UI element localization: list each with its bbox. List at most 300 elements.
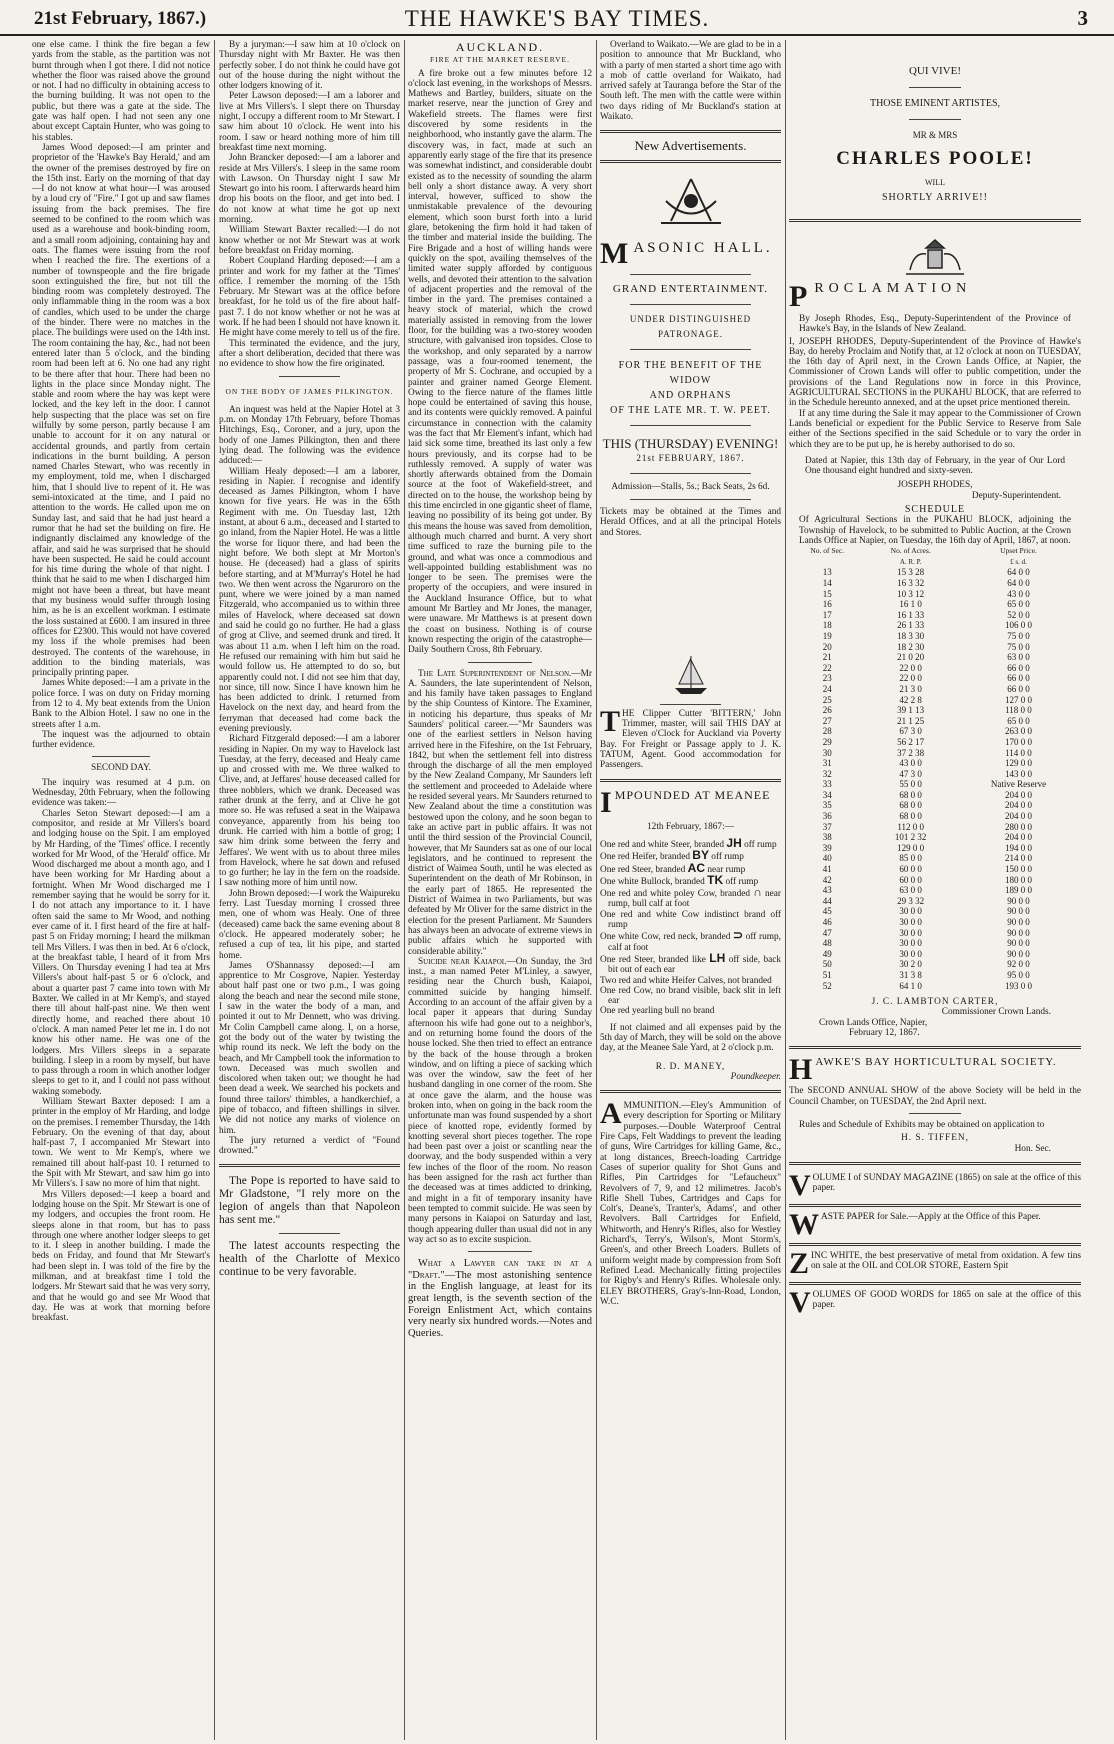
section-number-cell: 19 — [822, 630, 832, 641]
ad-text: Rules and Schedule of Exhibits may be obtained on application to — [799, 1119, 1045, 1130]
divider — [468, 662, 532, 663]
schedule-row — [789, 589, 1081, 600]
impounded-description: One red Steer, branded like — [600, 954, 706, 965]
upset-price-cell: Native Reserve — [990, 779, 1047, 790]
ad-title: MPOUNDED AT MEANEE — [614, 787, 771, 802]
ad-text: HE Clipper Cutter 'BITTERN,' John Trimmer, master, will sail THIS DAY at Eleven o'Clock for Auckland via Poverty Bay. For Freight or Passage apply to J. K. TATUM, Agent. Good accommodation for Passengers. — [600, 708, 781, 771]
drop-cap: W — [789, 1207, 819, 1241]
divider — [219, 1164, 400, 1167]
acres-cell: 42 2 8 — [899, 694, 922, 705]
section-number-cell: 14 — [822, 578, 832, 589]
divider — [909, 87, 961, 88]
divider — [909, 119, 961, 120]
impounded-item — [600, 910, 781, 931]
schedule-row — [789, 800, 1081, 811]
ad-text: MMUNITION.—Eley's Ammunition of every description for Sporting or Military purposes.—Double Waterproof Central Fire Caps, Felt Waddings to prevent the leading of guns, Wire Cartridges for killing Game, &c., at long distances, Breech-loading Cartridge Cases of superior quality for Shot Guns and Rifles, Pin Cartridges for "Lefaucheux" Revolvers of 7, 9, and 12 milimetres. Jacob's Rifle Shell Tubes, Cartridges and Caps for Colt's, Deane's, Tranter's, Adams', and other Revolvers. Ball Cartridges for Enfield, Whitworth, and Henry's Rifles, also for Westley Richard's, Terry's, Wilson's, Mont Storm's, Green's, and other Breech Loaders. Bullets of uniform weight made by compression from Soft Refined Lead. Mechanically fitting projectiles for Rigby's and Henry's Rifles. Wholesale only. ELEY BROTHERS, Gray's-Inn-Road, London, W.C. — [600, 1101, 781, 1307]
article-paragraph: The inquiry was resumed at 4 p.m. on Wednesday, 20th February, when the following evidence was taken:— — [32, 777, 210, 809]
article-paragraph: Mrs Villers deposed:—I keep a board and lodging house on the Spit. Mr Stewart is one of my lodgers, and occupies the front room. He sleeps alone in that room, but has to pass through one where another lodger sleeps to get to it. I sleep in another building. I made the beds on Friday, and found that Mr Stewart's had been slept in. I was told of the fire by the milkman, and at breakfast time I told the lodgers. Mr Stewart said that he was very sorry, and that he would go and see Mr Wood that day. He was at work that morning before breakfast. — [32, 1189, 210, 1324]
acres-cell: 60 0 0 — [899, 874, 922, 885]
drop-cap: Z — [789, 1246, 810, 1280]
acres-cell: 18 2 30 — [897, 641, 925, 652]
impounded-list — [600, 835, 781, 1017]
upset-price-cell: 280 0 0 — [1004, 821, 1032, 832]
section-number-cell: 22 — [822, 662, 832, 673]
schedule-row — [789, 949, 1081, 960]
unit-header: A. R. P. — [899, 557, 922, 566]
section-number-cell: 41 — [822, 864, 832, 875]
acres-cell: 63 0 0 — [899, 885, 922, 896]
divider — [909, 1113, 961, 1114]
cattle-brand-mark: ∩ — [753, 885, 762, 900]
schedule-row — [789, 610, 1081, 621]
acres-cell: 47 3 0 — [899, 768, 922, 779]
section-number-cell: 52 — [822, 980, 832, 991]
drop-cap: H — [789, 1053, 814, 1087]
impounded-item — [600, 887, 781, 910]
section-number-cell: 32 — [822, 768, 832, 779]
upset-price-cell: 64 0 0 — [1007, 567, 1030, 578]
article-paragraph: William Stewart Baxter recalled:—I do not know whether or not Mr Stewart was at work before breakfast on Friday morning. — [219, 225, 400, 256]
schedule-row — [789, 875, 1081, 886]
ad-text: By Joseph Rhodes, Esq., Deputy-Superintendent of the Province of Hawke's Bay, in the Islands of New Zealand. — [799, 314, 1071, 335]
ad-text: If not claimed and all expenses paid by the 5th day of March, they will be sold on the above day, at the Meanee Sale Yard, at 2 o'clock p.m. — [600, 1022, 781, 1054]
impounded-item — [600, 976, 781, 986]
impounded-item — [600, 986, 781, 1007]
impounded-location: off rump — [711, 852, 744, 863]
acres-cell: 16 1 0 — [899, 599, 922, 610]
sub-heading: FIRE AT THE MARKET RESERVE. — [430, 55, 570, 65]
column-4 — [600, 40, 781, 1740]
article-paragraph: —On Sunday, the 3rd inst., a man named Peter M'Linley, a sawyer, residing near the Church bush, Kaiapoi, committed suicide by hanging himself. According to an account of the affair given by a local paper it appears that during Sunday afternoon his wife had gone out to a neighbor's, and on returning home found the doors of the house locked. She then tried to effect an entrance by the back of the house through a broken window, and on lifting a piece of sacking which was over the window, saw the feet of her husband dangling in one corner of the room. She at once gave the alarm, and the house was broken into, when on going in the back room the unfortunate man was found suspended by a short piece of knotted rope, evidently formed by knotting several short pieces together. The rope had been past over a joist or scantling near the doorway, and the body suspended within a very few inches of the floor of the room. No reason has been assigned for the rash act further than the deceased was at times addicted to drinking, and might in a fit of temporary insanity have been tempted to commit suicide. He was seen by many persons in Kaiapoi on Saturday and last, though appearing duller than usual did not in any way act so as to excite suspicion. — [408, 956, 592, 1245]
section-number-cell: 30 — [822, 747, 832, 758]
acres-cell: 10 3 12 — [897, 588, 925, 599]
divider — [789, 1204, 1081, 1207]
acres-cell: 22 0 0 — [899, 673, 922, 684]
acres-cell: 68 0 0 — [899, 800, 922, 811]
schedule-title: SCHEDULE — [904, 504, 966, 516]
section-heading: AUCKLAND. — [455, 40, 545, 54]
upset-price-cell: 194 0 0 — [1004, 842, 1032, 853]
ad-text: OLUMES OF GOOD WORDS for 1865 on sale at the office of this paper. — [812, 1289, 1081, 1311]
section-number-cell: 48 — [822, 938, 832, 949]
acres-cell: 37 2 38 — [897, 747, 925, 758]
impounded-description: One red and white poley Cow, branded — [600, 889, 751, 900]
impounded-description: One red and white Steer, branded — [600, 839, 725, 850]
divider — [630, 473, 751, 474]
impounded-description: One white Cow, red neck, branded — [600, 932, 731, 943]
schedule-row — [789, 673, 1081, 684]
unit-header: £ s. d. — [1010, 557, 1027, 566]
schedule-row — [789, 959, 1081, 970]
column-rule — [785, 40, 786, 1740]
section-number-cell: 24 — [822, 683, 832, 694]
acres-cell: 55 0 0 — [899, 779, 922, 790]
ad-line: SHORTLY ARRIVE!! — [882, 192, 988, 203]
acres-cell: 21 0 20 — [897, 652, 925, 663]
section-number-cell: 15 — [822, 588, 832, 599]
schedule-row — [789, 917, 1081, 928]
acres-cell: 39 1 13 — [897, 705, 925, 716]
article-paragraph: William Stewart Baxter deposed: I am a printer in the employ of Mr Harding, and lodge on the premises. I remember Thursday, the 14th February. On the evening of that day, about half-past 7, I accompanied Mr Stewart into town. We went to Mr Kemp's, where we remained till about half-past 10. I returned to the Spit with Mr Stewart, and saw him go into Mr Villers's. I saw no more of him that night. — [32, 1096, 210, 1190]
ad-title: ASONIC HALL. — [633, 239, 773, 256]
upset-price-cell: 189 0 0 — [1004, 885, 1032, 896]
upset-price-cell: 95 0 0 — [1007, 969, 1030, 980]
schedule-row — [789, 896, 1081, 907]
schedule-row — [789, 822, 1081, 833]
schedule-row — [789, 906, 1081, 917]
column-rule — [596, 40, 597, 1740]
signature: R. D. MANEY, — [655, 1061, 726, 1072]
schedule-row — [789, 695, 1081, 706]
divider — [630, 499, 751, 500]
divider — [600, 779, 781, 782]
upset-price-cell: 66 0 0 — [1007, 662, 1030, 673]
acres-cell: 64 1 0 — [899, 980, 922, 991]
upset-price-cell: 43 0 0 — [1007, 588, 1030, 599]
article-heading: What a Lawyer can take in at a "Draft." — [408, 1258, 592, 1281]
upset-price-cell: 127 0 0 — [1004, 694, 1032, 705]
acres-cell: 21 3 0 — [899, 683, 922, 694]
section-number-cell: 42 — [822, 874, 832, 885]
impounded-location: off rump — [725, 876, 759, 887]
masthead — [0, 0, 1114, 36]
upset-price-cell: 193 0 0 — [1004, 980, 1032, 991]
divider — [630, 349, 751, 350]
ad-line: Admission—Stalls, 5s.; Back Seats, 2s 6d. — [611, 481, 770, 492]
acres-cell: 129 0 0 — [897, 842, 925, 853]
section-number-cell: 39 — [822, 842, 832, 853]
acres-cell: 67 3 0 — [899, 726, 922, 737]
acres-cell: 85 0 0 — [899, 853, 922, 864]
upset-price-cell: 106 0 0 — [1004, 620, 1032, 631]
upset-price-cell: 66 0 0 — [1007, 673, 1030, 684]
upset-price-cell: 92 0 0 — [1007, 959, 1030, 970]
article-paragraph: The latest accounts respecting the health of the Charlotte of Mexico continue to be very favorable. — [219, 1240, 400, 1279]
article-paragraph: John Brancker deposed:—I am a laborer and reside at Mrs Villers's. I sleep in the same room with Lawson. On Thursday night I saw Mr Stewart go into his room. I afterwards heard him drop his boots on the floor, and get into bed. I do not know at what time he got up next morning. — [219, 153, 400, 226]
acres-cell: 43 0 0 — [899, 758, 922, 769]
upset-price-cell: 204 0 0 — [1004, 832, 1032, 843]
schedule-row — [789, 737, 1081, 748]
ad-text: OLUME I of SUNDAY MAGAZINE (1865) on sale at the office of this paper. — [812, 1172, 1081, 1194]
cattle-brand-mark: LH — [709, 950, 726, 965]
section-number-cell: 38 — [822, 832, 832, 843]
ad-line: AND ORPHANS — [649, 389, 732, 401]
acres-cell: 68 0 0 — [899, 789, 922, 800]
schedule-row — [789, 758, 1081, 769]
masonic-hall-ad — [600, 236, 781, 538]
ad-line: OF THE LATE MR. T. W. PEET. — [610, 404, 771, 416]
ad-line: 12th February, 1867:— — [647, 821, 734, 832]
section-heading: ON THE BODY OF JAMES PILKINGTON. — [225, 386, 394, 396]
ad-line: THOSE EMINENT ARTISTES, — [869, 98, 1001, 109]
upset-price-cell: 65 0 0 — [1007, 599, 1030, 610]
divider — [789, 1046, 1081, 1049]
schedule-row — [789, 928, 1081, 939]
section-number-cell: 50 — [822, 959, 832, 970]
divider — [468, 1251, 532, 1252]
ad-text: The SECOND ANNUAL SHOW of the above Society will be held in the Council Chamber, on TUESDAY, the 2nd April next. — [789, 1086, 1081, 1107]
acres-cell: 30 0 0 — [899, 906, 922, 917]
signature-title: Deputy-Superintendent. — [971, 490, 1061, 501]
acres-cell: 18 3 30 — [897, 630, 925, 641]
upset-price-cell: 52 0 0 — [1007, 609, 1030, 620]
acres-cell: 26 1 33 — [897, 620, 925, 631]
impounded-location: off rump — [744, 839, 777, 850]
cattle-brand-mark: BY — [692, 848, 709, 863]
upset-price-cell: 66 0 0 — [1007, 683, 1030, 694]
impounded-description: One red and white Cow indistinct brand off rump — [600, 909, 781, 931]
section-number-cell: 20 — [822, 641, 832, 652]
divider — [600, 160, 781, 163]
issue-date: 21st February, 1867.) — [34, 8, 207, 29]
impounded-description: One red Cow, no brand visible, back slit in left ear — [600, 985, 781, 1007]
upset-price-cell: 90 0 0 — [1007, 938, 1030, 949]
schedule-row — [789, 705, 1081, 716]
divider — [600, 1090, 781, 1093]
section-number-cell: 40 — [822, 853, 832, 864]
impounded-description: One red Heifer, branded — [600, 852, 690, 863]
upset-price-cell: 90 0 0 — [1007, 917, 1030, 928]
ad-text: ASTE PAPER for Sale.—Apply at the Office of this Paper. — [821, 1211, 1041, 1222]
drop-cap: T — [600, 704, 621, 738]
acres-cell: 30 2 0 — [899, 959, 922, 970]
drop-cap: P — [789, 280, 813, 313]
section-number-cell: 47 — [822, 927, 832, 938]
schedule-description: Of Agricultural Sections in the PUKAHU BLOCK, adjoining the Township of Havelock, to be submitted to Public Auction, at the Crown Lands Office at Napier, on Tuesday, the 16th day of April, 1867, at noon. — [799, 515, 1071, 546]
acres-cell: 101 2 32 — [894, 832, 927, 843]
article-paragraph: James Wood deposed:—I am printer and proprietor of the 'Hawke's Bay Herald,' and am the owner of the premises destroyed by fire on the 15th inst. Early on the morning of that day—I do not know at what hour—I was aroused by a loud cry of "Fire." I got up and saw flames issuing from the back premises. The fire seemed to be confined to the room which was used as a warehouse and book-binding room, and a small room adjoining, containing hay and oats. The flames were issuing from the roof when I reached the fire. The exertions of a number of townspeople and the fire brigade soon extinguished the fire, but not till the binding room was completely destroyed. The only inflammable thing in the room was a box of candles, which used to be under the charge of the binder. There were no matches in the place. The buildings were used on the 14th inst. The room containing the hay, &c., had not been entered later than 5 o'clock, and the binding room had been left at 6. No one had any right to be there after that hour. There had been no lights in the place since Monday night. The stable and room where the hay was kept were locked, and the key left in the door. I cannot help suspecting that the place was set on fire wilfully by some person, partly because I am unable to account for it on any natural or accidental grounds, and partly from certain indications in the burnt building. A person named Charles Stewart, who was recently in my employment, told me, when I discharged him, that I should live to repent of it. He was semi-intoxicated at the time, and I paid no attention to the words. He called upon me on Sunday last, and said that he had just heard a rumor that he had set the building on fire. He indignantly disclaimed any knowledge of the affair, and said he was surprised that he should have been suspected. He said he could account for his time during the whole of that night. I think that he said to me when I discharged him might not have been a threat, but have meant that my business would suffer through losing him, as he is an excellent workman. I estimate the loss sustained at £600. I am insured in three offices for £2300. This would not have covered my loss if the whole premises had been destroyed. The contents of the warehouse, in addition to the binding materials, was principally printing paper. — [32, 142, 210, 679]
signature: JOSEPH RHODES, — [897, 480, 973, 491]
ad-line: GRAND ENTERTAINMENT. — [612, 282, 769, 295]
acres-cell: 56 2 17 — [897, 736, 925, 747]
schedule-row — [789, 779, 1081, 790]
acres-cell: 21 1 25 — [897, 715, 925, 726]
upset-price-cell: 170 0 0 — [1004, 736, 1032, 747]
schedule-row — [789, 642, 1081, 653]
article-paragraph: A fire broke out a few minutes before 12 o'clock last evening, in the workshops of Messrs. Mathews and Bartley, builders, situate on the market reserve, near the junction of Grey and Wakefield streets. The flames were first discovered by some residents in the neighborhood, who instantly gave the alarm. The discovery was, in fact, made at such an apparently early stage of the fire that its presence was somewhat indistinct, and considerable doubt existed as to the necessity of sounding the alarm bell only a short distance away. A very short interval, however, sufficed to show the unmistakable prevalence of the devouring element, which soon burst forth into a lurid glare, betokening the firm hold it had taken of the timber and material inside the building. The Fire Brigade and a host of willing hands were quickly on the spot, availing themselves of the limited water supply afforded by contiguous wells, and devoted their attention to the salvation of adjacent properties and the removal of the timber in the yard. The premises contained a heavy stock of material, which the crowd materially assisted in removing from the lower floor, for the building was a two-storey wooden structure, with galvanised iron topsides. Close to the workshop, and only separated by a narrow passage, was a four-roomed tenement, the property of Mr S. Cochrane, and occupied by a painter and grainer named George Element. Owing to the fierce nature of the flames little hope could be entertained of saving this house, and its contents were quickly removed. A painful circumstance in connection with the calamity was the fact that Mr Element's infant, which had laid sick some time, breathed its last only a few hours previously, and its corpse had to be ruthlessly removed. A supply of water was shortly afterwards obtained from the Domain source at the foot of Wakefield-street, and directed on to the house, the workshop being by this time encircled in one gigantic sheet of flame, leaving no possibility of its being got under. By this means the house was saved from demolition, although much charred and burnt. A very short time sufficed to raze the burning pile to the ground, and what was once a commodious and well-appointed building establishment was no longer to be seen. The premises were the property of the occupiers, and were insured in the Auckland Insurance Office, but to what amount Mr Bartley and Mr Jones, the manager, were unaware. Mr Matthews is at present down the coast on business. Nothing is of course known respecting the origin of the catastrophe—Daily Southern Cross, 8th February. — [408, 68, 592, 656]
schedule-row — [789, 599, 1081, 610]
divider — [789, 219, 1081, 222]
divider — [789, 1162, 1081, 1165]
divider — [789, 1282, 1081, 1285]
ad-line: MR & MRS — [912, 130, 958, 140]
section-number-cell: 35 — [822, 800, 832, 811]
article-paragraph: Robert Coupland Harding deposed:—I am a printer and work for my father at the 'Times' office. I remember the morning of the 15th February. Mr Stewart was at the office before breakfast, for he told us of the fire about half-past 7. I do not know whether or not he was at work. If he had been I should not have known it. He might have come merely to tell us of the fire. — [219, 256, 400, 339]
upset-price-cell: 204 0 0 — [1004, 800, 1032, 811]
schedule-row — [789, 843, 1081, 854]
section-heading: SECOND DAY. — [91, 763, 151, 774]
divider — [630, 304, 751, 305]
signature-title: Commissioner Crown Lands. — [941, 1007, 1051, 1018]
section-number-cell: 17 — [822, 609, 832, 620]
upset-price-cell: 114 0 0 — [1005, 747, 1032, 758]
column-5 — [789, 40, 1081, 1740]
upset-price-cell: 90 0 0 — [1007, 895, 1030, 906]
signature-title: Hon. Sec. — [1014, 1143, 1051, 1154]
page-number: 3 — [1077, 6, 1088, 30]
col-header: No. of Sec. — [810, 546, 845, 556]
column-rule — [404, 40, 405, 1740]
section-number-cell: 29 — [822, 736, 832, 747]
acres-cell: 30 0 0 — [899, 948, 922, 959]
cattle-brand-mark: ⊃ — [733, 928, 744, 943]
upset-price-cell: 90 0 0 — [1007, 906, 1030, 917]
impounded-location: near rump, bull calf at foot — [608, 889, 781, 910]
article-paragraph: one else came. I think the fire began a few yards from the stable, as the partition was not burnt through when I got there. I did not notice whether the floor was raised above the ground or not. I had no difficulty in obtaining access to the burning building. It was not open to the public, but there was a gate at the side. The gate was half open. I had not seen any one about except Captain Hunter, who was going to his stables. — [32, 40, 210, 143]
section-number-cell: 49 — [822, 948, 832, 959]
signature: J. C. LAMBTON CARTER, — [871, 997, 999, 1008]
ad-text: I, JOSEPH RHODES, Deputy-Superintendent of the Province of Hawke's Bay, do hereby Proclaim and Notify that, at 12 o'clock at noon on TUESDAY, the 16th day of April next, in the Crown Lands Office, at Napier, the Commissioner of Crown Lands will offer to public competition, under the provisions of the Land Regulations now in force in this Province, AGRICULTURAL SECTIONS in the PUKAHU BLOCK, that are referred to in the Schedule hereunto annexed, and at the upset price mentioned therein. — [789, 336, 1081, 409]
acres-cell: 60 0 0 — [899, 864, 922, 875]
ad-title: ROCLAMATION — [814, 281, 972, 296]
article-paragraph: An inquest was held at the Napier Hotel at 3 p.m. on Monday 17th February, before Thomas Hitchings, Esq., Coroner, and a jury, upon the body of one James Pilkington, then and there lying dead. The following was the evidence adduced:— — [219, 404, 400, 467]
schedule-row — [789, 885, 1081, 896]
schedule-row — [789, 578, 1081, 589]
ad-line: Tickets may be obtained at the Times and Herald Offices, and at all the principal Hotels and Stores. — [600, 506, 781, 538]
signature-date: February 12, 1867. — [849, 1028, 920, 1039]
article-paragraph: —Mr A. Saunders, the late superintendent of Nelson, and his family have taken passages to England by the ship Countess of Kintore. The Examiner, in noticing his departure, thus speaks of Mr Saunders' political career.—"Mr Saunders was one of the earliest settlers in Nelson having arrived here in the Fifeshire, on the 1st February, 1842, but when the settlement fell into distress through the discharge of all the men employed by the New Zealand Company, Mr Saunders left the settlement and proceeded to Adelaide where he resided several years. Mr Saunders returned to New Zealand about the time a constitution was bestowed upon the colony, and he soon began to take an active part in public affairs. It was not until the third session of the Provincial Council, however, that Mr Saunders sat as one of our local legislators, and he continued to represent the district of Waimea South, until he was elected as Superintendent on the death of Mr Robinson, in the early part of 1865. He represented the District of Waimea in two Parliaments, but was defeated by Mr Oliver for the same district in the election for the present Parliament. Mr Saunders has always been an advocate of extreme views in public affairs which he supported with considerable ability." — [408, 668, 592, 957]
upset-price-cell: 65 0 0 — [1007, 715, 1030, 726]
section-number-cell: 31 — [822, 758, 832, 769]
article-paragraph: Overland to Waikato.—We are glad to be in a position to announce that Mr Buckland, who with a party of men started a short time ago with a mob of cattle overland for Waikato, had arrived safely at Tauranga before the Star of the South left. The men with the cattle were within two days riding of Mr Buckland's station at Waikato. — [600, 40, 781, 123]
schedule-row — [789, 620, 1081, 631]
ad-text: Dated at Napier, this 13th day of February, in the year of Our Lord One thousand eight hundred and sixty-seven. — [805, 455, 1065, 477]
cattle-brand-mark: AC — [687, 860, 706, 875]
impounded-location: off side, back bit out of each ear — [608, 954, 781, 976]
signature: H. S. TIFFEN, — [901, 1133, 969, 1144]
section-number-cell: 51 — [822, 969, 832, 980]
divider — [279, 1233, 340, 1234]
newspaper-title: THE HAWKE'S BAY TIMES. — [404, 6, 710, 31]
schedule-row — [789, 567, 1081, 578]
section-number-cell: 34 — [822, 789, 832, 800]
schedule-row — [789, 811, 1081, 822]
divider — [279, 376, 340, 377]
section-number-cell: 26 — [822, 705, 832, 716]
article-paragraph: The Pope is reported to have said to Mr Gladstone, "I rely more on the legion of angels than that Napoleon has sent me." — [219, 1175, 400, 1227]
section-number-cell: 44 — [822, 895, 832, 906]
section-number-cell: 36 — [822, 811, 832, 822]
signature-title: Poundkeeper. — [730, 1071, 781, 1082]
divider — [92, 756, 150, 757]
acres-cell: 68 0 0 — [899, 811, 922, 822]
impounded-item — [600, 930, 781, 953]
section-number-cell: 45 — [822, 906, 832, 917]
ad-title: AWKE'S BAY HORTICULTURAL SOCIETY. — [815, 1056, 1057, 1069]
section-number-cell: 13 — [822, 567, 832, 578]
article-paragraph: William Healy deposed:—I am a laborer, residing in Napier. I recognise and identify deceased as James Pilkington, whom I have known for five years. He was in the 65th Regiment with me. On Tuesday last, 12th instant, at about 6 a.m., deceased and I started to go inland, from the Napier Hotel. He was a little the worse for liquor there, and had been the night before. We both slept at Mr Morton's house. He (deceased) had a glass of spirits before starting, and at M'Murray's Hotel he had two. We then went across the Ngaruroro on the punt, where we were joined by a man named Fitzgerald, who accompanied us to within three miles of Havelock, where deceased sat down and said he could go no further. He had a glass of grog at Clive, and seemed drunk and tired. It was about 11 a.m. when I left him on the road. He refused our remaining with him but said he would follow us. He attempted to do so, but apparently could not. I did not see him that day, nor since, till now. Since I have known him he has been addicted to drink. I returned from Havelock on the next day, and heard from the ferryman that deceased had come back the evening previously. — [219, 466, 400, 734]
article-paragraph: James O'Shannassy deposed:—I am apprentice to Mr Cosgrove, Napier. Yesterday about half past one or two p.m., I was going along the beach and near the second mile stone, I saw in the water the body of a man, and pointed it out to Mr Dennett, who was driving. Mr Colin Campbell came along. I, on a horse, got the body out of the water by twisting the whip round its neck. We left the body on the beach, and Mr Campbell took the information to town. Deceased was much swollen and discolored when taken out; we thought he had been dead a week. We searched his pockets and found three tailors' thimbles, a handkerchief, a pipe of tobacco, and fifteen shillings in silver. We did not notice any marks of violence on him. — [219, 960, 400, 1136]
divider — [630, 425, 751, 426]
section-number-cell: 23 — [822, 673, 832, 684]
ad-line: QUI VIVE! — [908, 65, 962, 77]
drop-cap: A — [600, 1097, 622, 1131]
section-number-cell: 28 — [822, 726, 832, 737]
schedule-row — [789, 726, 1081, 737]
article-paragraph: The inquest was the adjourned to obtain further evidence. — [32, 729, 210, 751]
upset-price-cell: 204 0 0 — [1004, 789, 1032, 800]
schedule-row — [789, 769, 1081, 780]
section-number-cell: 18 — [822, 620, 832, 631]
article-paragraph: By a juryman:—I saw him at 10 o'clock on Thursday night with Mr Baxter. He was then perfectly sober. I do not think he could have got out of the house during the night without the other lodgers knowing of it. — [219, 40, 400, 92]
upset-price-cell: 118 0 0 — [1005, 705, 1032, 716]
upset-price-cell: 63 0 0 — [1007, 652, 1030, 663]
ad-line: 21st FEBRUARY, 1867. — [636, 452, 745, 463]
schedule-row — [789, 938, 1081, 949]
schedule-row — [789, 652, 1081, 663]
upset-price-cell: 214 0 0 — [1004, 853, 1032, 864]
schedule-row — [789, 684, 1081, 695]
schedule-row — [789, 631, 1081, 642]
ad-text: If at any time during the Sale it may appear to the Commissioner of Crown Lands beneficial or expedient for the Public Service to Reserve from Sale either of the Sections specified in the said Schedule or to vary the order in which they are to be put up, he is hereby authorised to do so. — [789, 408, 1081, 450]
article-paragraph: John Brown deposed:—I work the Waipureku ferry. Last Tuesday morning I crossed three men, one of whom was Healy. One of three (deceased) came back the same evening about 8 o'clock. He appeared moderately sober; he refused a cup of tea, lit his pipe, and started home. — [219, 888, 400, 961]
masonic-emblem-icon — [656, 171, 726, 231]
drop-cap: V — [789, 1168, 811, 1202]
article-heading: The Late Superintendent of Nelson. — [418, 668, 572, 679]
ad-line: THIS (THURSDAY) EVENING! — [602, 435, 779, 451]
upset-price-cell: 90 0 0 — [1007, 927, 1030, 938]
schedule-row — [789, 864, 1081, 875]
ad-line: WILL — [925, 178, 945, 187]
headline-charles-poole: CHARLES POOLE! — [836, 148, 1034, 169]
acres-cell: 30 0 0 — [899, 917, 922, 928]
impounded-description: One red yearling bull no brand — [600, 1006, 715, 1017]
acres-cell: 15 3 28 — [897, 567, 925, 578]
sailing-ship-icon — [671, 654, 711, 698]
column-rule — [214, 40, 215, 1740]
section-number-cell: 16 — [822, 599, 832, 610]
upset-price-cell: 90 0 0 — [1007, 948, 1030, 959]
acres-cell: 16 3 32 — [897, 578, 925, 589]
acres-cell: 30 0 0 — [899, 938, 922, 949]
acres-cell: 31 3 8 — [899, 969, 922, 980]
impounded-item — [600, 860, 781, 875]
acres-cell: 29 3 32 — [897, 895, 925, 906]
signature-place: Crown Lands Office, Napier, — [819, 1017, 928, 1028]
upset-price-cell: 75 0 0 — [1007, 641, 1030, 652]
divider — [660, 704, 721, 705]
impounded-item — [600, 950, 781, 976]
schedule-row — [789, 748, 1081, 759]
ad-text: INC WHITE, the best preservative of metal from oxidation. A few tins on sale at the OIL and COLOR STORE, Eastern Spit — [811, 1250, 1081, 1272]
cattle-brand-mark: TK — [707, 872, 724, 887]
acres-cell: 30 0 0 — [899, 927, 922, 938]
section-number-cell: 27 — [822, 715, 832, 726]
impounded-item — [600, 835, 781, 850]
schedule-row — [789, 790, 1081, 801]
ad-line: UNDER DISTINGUISHED PATRONAGE. — [629, 313, 752, 339]
upset-price-cell: 150 0 0 — [1004, 864, 1032, 875]
upset-price-cell: 75 0 0 — [1007, 630, 1030, 641]
new-ads-heading: New Advertisements. — [634, 138, 747, 154]
section-number-cell: 33 — [822, 779, 832, 790]
article-paragraph: This terminated the evidence, and the jury, after a short deliberation, decided that there was no evidence to show how the fire originated. — [219, 338, 400, 370]
acres-cell: 22 0 0 — [899, 662, 922, 673]
acres-cell: 112 0 0 — [897, 821, 924, 832]
column-1 — [32, 40, 210, 1740]
upset-price-cell: 263 0 0 — [1004, 726, 1032, 737]
article-paragraph: The jury returned a verdict of "Found drowned." — [219, 1135, 400, 1157]
upset-price-cell: 204 0 0 — [1004, 811, 1032, 822]
schedule-row — [789, 853, 1081, 864]
section-number-cell: 37 — [822, 821, 832, 832]
schedule-row — [789, 832, 1081, 843]
impounded-description: Two red and white Heifer Calves, not branded — [600, 975, 772, 986]
schedule-row — [789, 663, 1081, 674]
drop-cap: I — [600, 785, 613, 819]
divider — [600, 130, 781, 133]
upset-price-cell: 129 0 0 — [1004, 758, 1032, 769]
